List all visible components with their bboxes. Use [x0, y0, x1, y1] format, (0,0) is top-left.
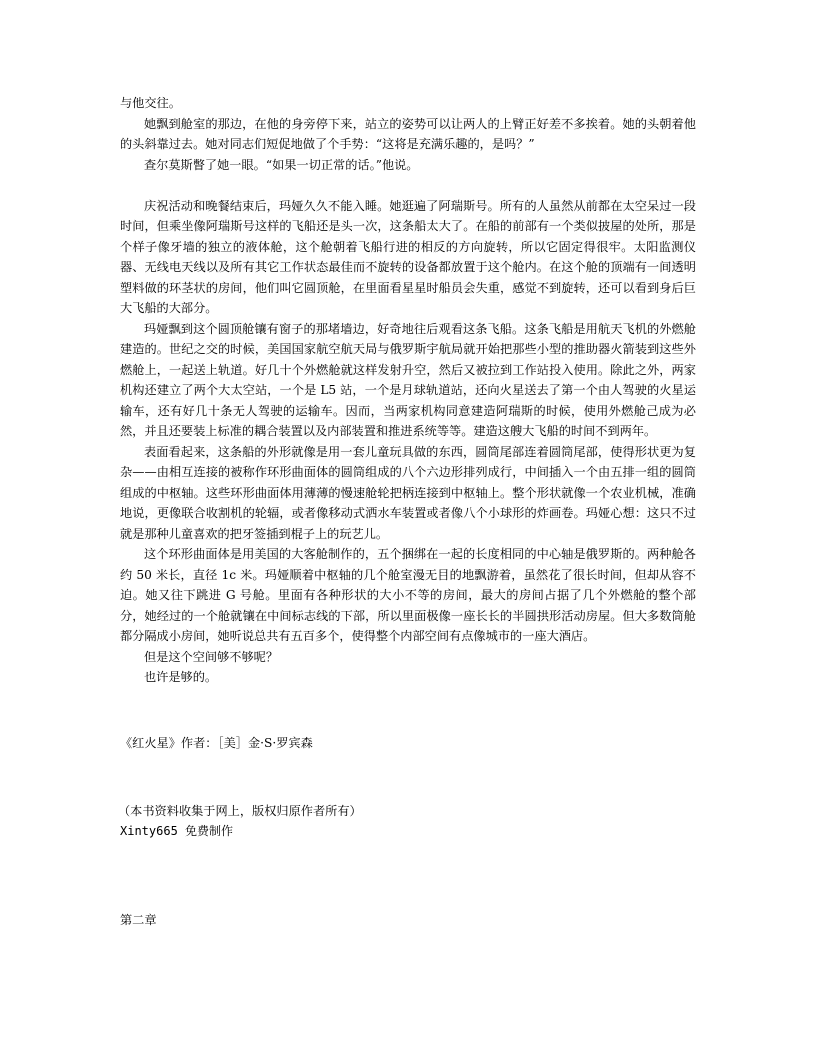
story-text-block — [120, 93, 696, 688]
paragraph-1: 与他交往。 — [120, 96, 181, 110]
producer-note: Xinty665 免费制作 — [120, 824, 234, 838]
source-note: （本书资料收集于网上，版权归原作者所有） — [118, 804, 362, 818]
paragraph-3: 查尔莫斯瞥了她一眼。“如果一切正常的话。”他说。 — [144, 157, 419, 172]
section-gap — [120, 175, 696, 196]
paragraph-5: 玛娅飘到这个圆顶舱镶有窗子的那堵墙边，好奇地往后观看这条飞船。这条飞船是用航天飞机的外燃舱建造的。世纪之交的时候，美国国家航空航天局与俄罗斯宇航局就开始把那些小型的推助器火箭装到这些外燃舱上，一起送上轨道。好几十个外燃舱就这样发射升空，然后又被拉到工作站投入使用。除此之外，两家机构还建立了两个大太空站，一个是 L5 站，一个是月球轨道站，还向火星送去了第一个由人驾驶的火星运输车，还有好几十条无人驾驶的运输车。因而，当两家机构同意建造阿瑞斯的时候，使用外燃舱己成为必然，并且还要装上标准的耦合装置以及内部装置和推进系统等等。建造这艘大飞船的时间不到两年。 — [120, 321, 696, 438]
paragraph-7: 这个环形曲面体是用美国的大客舱制作的，五个捆绑在一起的长度相同的中心轴是俄罗斯的。两种舱各约 50 米长，直径 1c 米。玛娅顺着中枢轴的几个舱室漫无目的地飘游着，虽然花了很长时间，但却从容不迫。她又往下跳进 G 号舱。里面有各种形状的大小不等的房间，最大的房间占据了几个外燃舱的整个部分，她经过的一个舱就镶在中间标志线的下部，所以里面极像一座长长的半圆拱形活动房屋。但大多数筒舱都分隔成小房间，她听说总共有五百多个，使得整个内部空间有点像城市的一座大酒店。 — [120, 547, 696, 643]
paragraph-2: 她飘到舱室的那边，在他的身旁停下来，站立的姿势可以让两人的上臂正好差不多挨着。她的头朝着他的头斜靠过去。她对同志们短促地做了个手势：“这将是充满乐趣的，是吗？” — [120, 116, 696, 151]
chapter-heading: 第二章 — [120, 913, 157, 927]
paragraph-8: 但是这个空间够不够呢？ — [144, 649, 279, 664]
paragraph-4: 庆祝活动和晚餐结束后，玛娅久久不能入睡。她逛遍了阿瑞斯号。所有的人虽然从前都在太空呆过一段时间，但乘坐像阿瑞斯号这样的飞船还是头一次，这条船太大了。在船的前部有一个类似披屋的处所，那是个样子像牙墙的独立的液体舱，这个舱朝着飞船行进的相反的方向旋转，所以它固定得很牢。太阳监测仪器、无线电天线以及所有其它工作状态最佳而不旋转的设备都放置于这个舱内。在这个舱的顶端有一间透明塑料做的环茎状的房间，他们叫它圆顶舱，在里面看星星时船员会失重，感觉不到旋转，还可以看到身后巨大飞船的大部分。 — [120, 198, 696, 315]
paragraph-6: 表面看起来，这条船的外形就像是用一套儿童玩具做的东西，圆筒尾部连着圆筒尾部，使得形状更为复杂——由相互连接的被称作环形曲面体的圆筒组成的八个六边形排列成行，中间插入一个由五排一组的圆筒组成的中枢轴。这些环形曲面体用薄薄的慢速舱轮把柄连接到中枢轴上。整个形状就像一个农业机械，准确地说，更像联合收割机的轮辐，或者像移动式洒水车装置或者像八个小球形的炸画卷。玛娅心想：这只不过就是那种儿童喜欢的把牙签插到棍子上的玩艺儿。 — [120, 444, 696, 541]
paragraph-9: 也许是够的。 — [144, 670, 218, 684]
book-credit: 《红火星》作者：［美］金·S·罗宾森 — [120, 736, 313, 750]
